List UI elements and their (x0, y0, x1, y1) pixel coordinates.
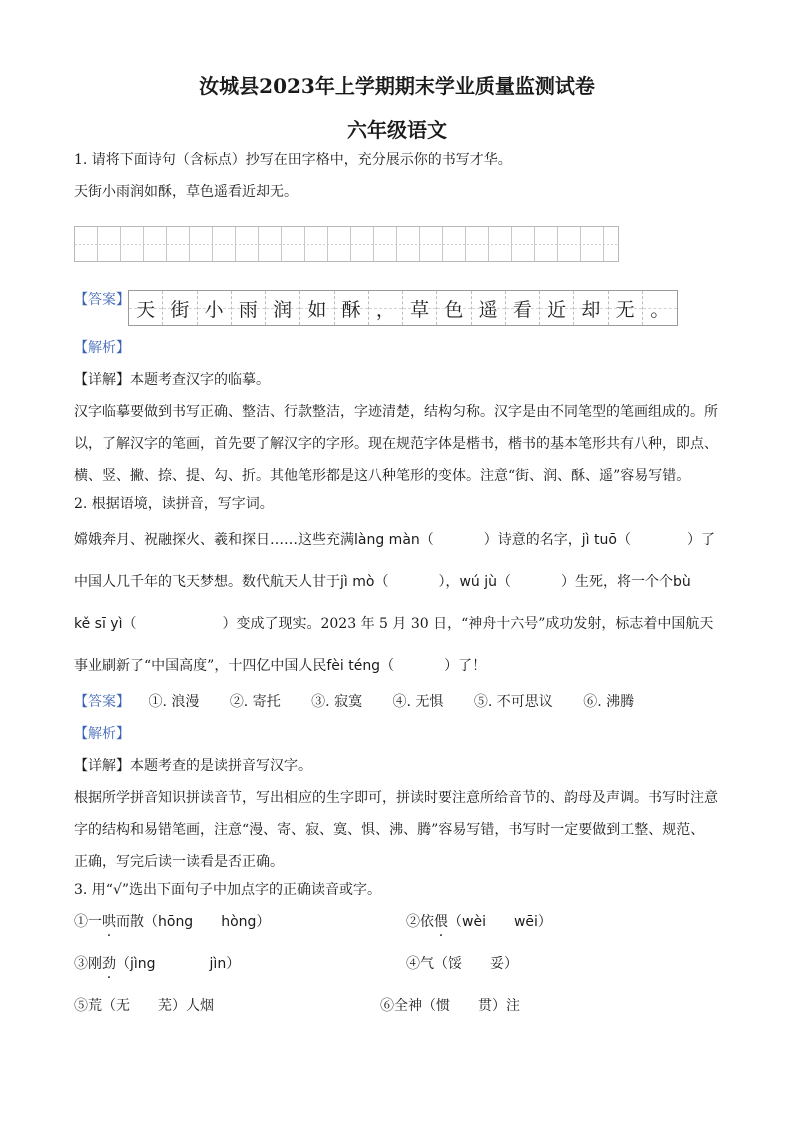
q2-line-1: 嫦娥奔月、祝融探火、羲和探日……这些充满làng màn（ ）诗意的名字，jì tuō（ ）了 (74, 532, 715, 548)
q1-detail: 【详解】本题考查汉字的临摹。 (74, 372, 270, 388)
q2-line-2: 中国人几千年的飞天梦想。数代航天人甘于jì mò（ ），wú jù（ ）生死，将一个个bù (74, 574, 691, 590)
explanation-line: 汉字临摹要做到书写正确、整洁、行款整洁，字迹清楚，结构匀称。汉字是由不同笔型的笔画组成的。所 (74, 404, 718, 420)
option[interactable]: 惯 (436, 998, 450, 1014)
exam-title: 汝城县2023年上学期期末学业质量监测试卷 (199, 74, 595, 98)
pinyin: jì tuō (581, 532, 617, 548)
explanation-line: 正确，写完后读一读看是否正确。 (74, 854, 284, 870)
q1-answer-label: 【答案】 (74, 292, 130, 308)
option[interactable]: 贯 (478, 998, 492, 1014)
answer-cell: 天 (129, 291, 163, 325)
option[interactable]: 妥 (490, 956, 504, 972)
option[interactable]: hōng (158, 914, 194, 930)
option[interactable]: hòng (221, 914, 257, 930)
q2-answer-label: 【答案】 (74, 694, 130, 710)
pinyin: wú jù (459, 574, 497, 590)
q1-prompt: 1. 请将下面诗句（含标点）抄写在田字格中，充分展示你的书写才华。 (74, 152, 512, 168)
dotted-char: 劲 (102, 956, 116, 972)
q2-line-4: 事业刷新了“中国高度”，十四亿中国人民fèi téng（ ）了！ (74, 658, 487, 674)
answer-cell: 草 (403, 291, 437, 325)
answer-cell: 近 (540, 291, 574, 325)
pinyin: kě sī yì (74, 616, 123, 632)
answer-cell: 无 (609, 291, 643, 325)
option[interactable]: wèi (462, 914, 486, 930)
exam-subtitle: 六年级语文 (347, 118, 447, 142)
q3-item-3: ③刚劲（jìng jìn） (74, 956, 241, 972)
q2-detail: 【详解】本题考查的是读拼音写汉字。 (74, 758, 312, 774)
option[interactable]: jìng (130, 956, 156, 972)
q3-item-1: ①一哄而散（hōng hòng） (74, 914, 271, 930)
option[interactable]: 无 (116, 998, 130, 1014)
q1-explanation (74, 396, 724, 492)
explanation-line: 根据所学拼音知识拼读音节，写出相应的生字即可，拼读时要注意所给音节的、韵母及声调。书写时注意 (74, 790, 718, 806)
pinyin: làng màn (354, 532, 420, 548)
answer-cell: 却 (574, 291, 608, 325)
explanation-line: 横、竖、撇、捺、提、勾、折。其他笔形都是这八种笔形的变体。注意“街、润、酥、遥”容易写错。 (74, 468, 691, 484)
q3-item-4: ④气（馁 妥） (406, 956, 518, 972)
explanation-line: 以，了解汉字的笔画，首先要了解汉字的字形。现在规范字体是楷书，楷书的基本笔形共有八种，即点、 (74, 436, 718, 452)
answer-cell: 色 (437, 291, 471, 325)
explanation-line: 字的结构和易错笔画，注意“漫、寄、寂、寞、惧、沸、腾”容易写错，书写时一定要做到工整、规范、 (74, 822, 705, 838)
q2-analysis-label: 【解析】 (74, 726, 130, 742)
answer-item: ②. 寄托 (229, 694, 281, 710)
answer-item: ③. 寂寞 (311, 694, 363, 710)
answer-cell: 小 (198, 291, 232, 325)
q2-explanation (74, 782, 724, 878)
option[interactable]: jìn (209, 956, 227, 972)
dotted-char: 偎 (434, 914, 448, 930)
dotted-char: 哄 (102, 914, 116, 930)
answer-cell: 酥 (335, 291, 369, 325)
pinyin: bù (672, 574, 691, 590)
option[interactable]: 馁 (448, 956, 462, 972)
q3-item-2: ②依偎（wèi wēi） (406, 914, 552, 930)
answer-cell: 遥 (472, 291, 506, 325)
q1-writing-grid[interactable] (74, 226, 619, 262)
q3-item-6: ⑥全神（惯 贯）注 (380, 998, 520, 1014)
answer-item: ④. 无惧 (392, 694, 444, 710)
q2-answer-row (74, 692, 634, 712)
answer-item: ①. 浪漫 (148, 694, 200, 710)
answer-item: ⑥. 沸腾 (583, 694, 635, 710)
answer-cell: 。 (643, 291, 677, 325)
option[interactable]: 芜 (158, 998, 172, 1014)
answer-cell: ， (369, 291, 403, 325)
answer-cell: 雨 (232, 291, 266, 325)
option[interactable]: wēi (513, 914, 538, 930)
answer-cell: 如 (300, 291, 334, 325)
q1-answer-grid (128, 290, 678, 326)
answer-cell: 街 (163, 291, 197, 325)
q2-prompt: 2. 根据语境，读拼音，写字词。 (74, 496, 274, 512)
answer-cell: 润 (266, 291, 300, 325)
answer-cell: 看 (506, 291, 540, 325)
q1-poem: 天街小雨润如酥，草色遥看近却无。 (74, 184, 298, 200)
pinyin: jì mò (340, 574, 375, 590)
pinyin: fèi téng (326, 658, 381, 674)
answer-item: ⑤. 不可思议 (473, 694, 553, 710)
q1-analysis-label: 【解析】 (74, 340, 130, 356)
q3-prompt: 3. 用“√”选出下面句子中加点字的正确读音或字。 (74, 882, 382, 898)
q2-line-3: kě sī yì（ ）变成了现实。2023 年 5 月 30 日，“神舟十六号”成功发射，标志着中国航天 (74, 616, 714, 632)
q3-item-5: ⑤荒（无 芜）人烟 (74, 998, 214, 1014)
